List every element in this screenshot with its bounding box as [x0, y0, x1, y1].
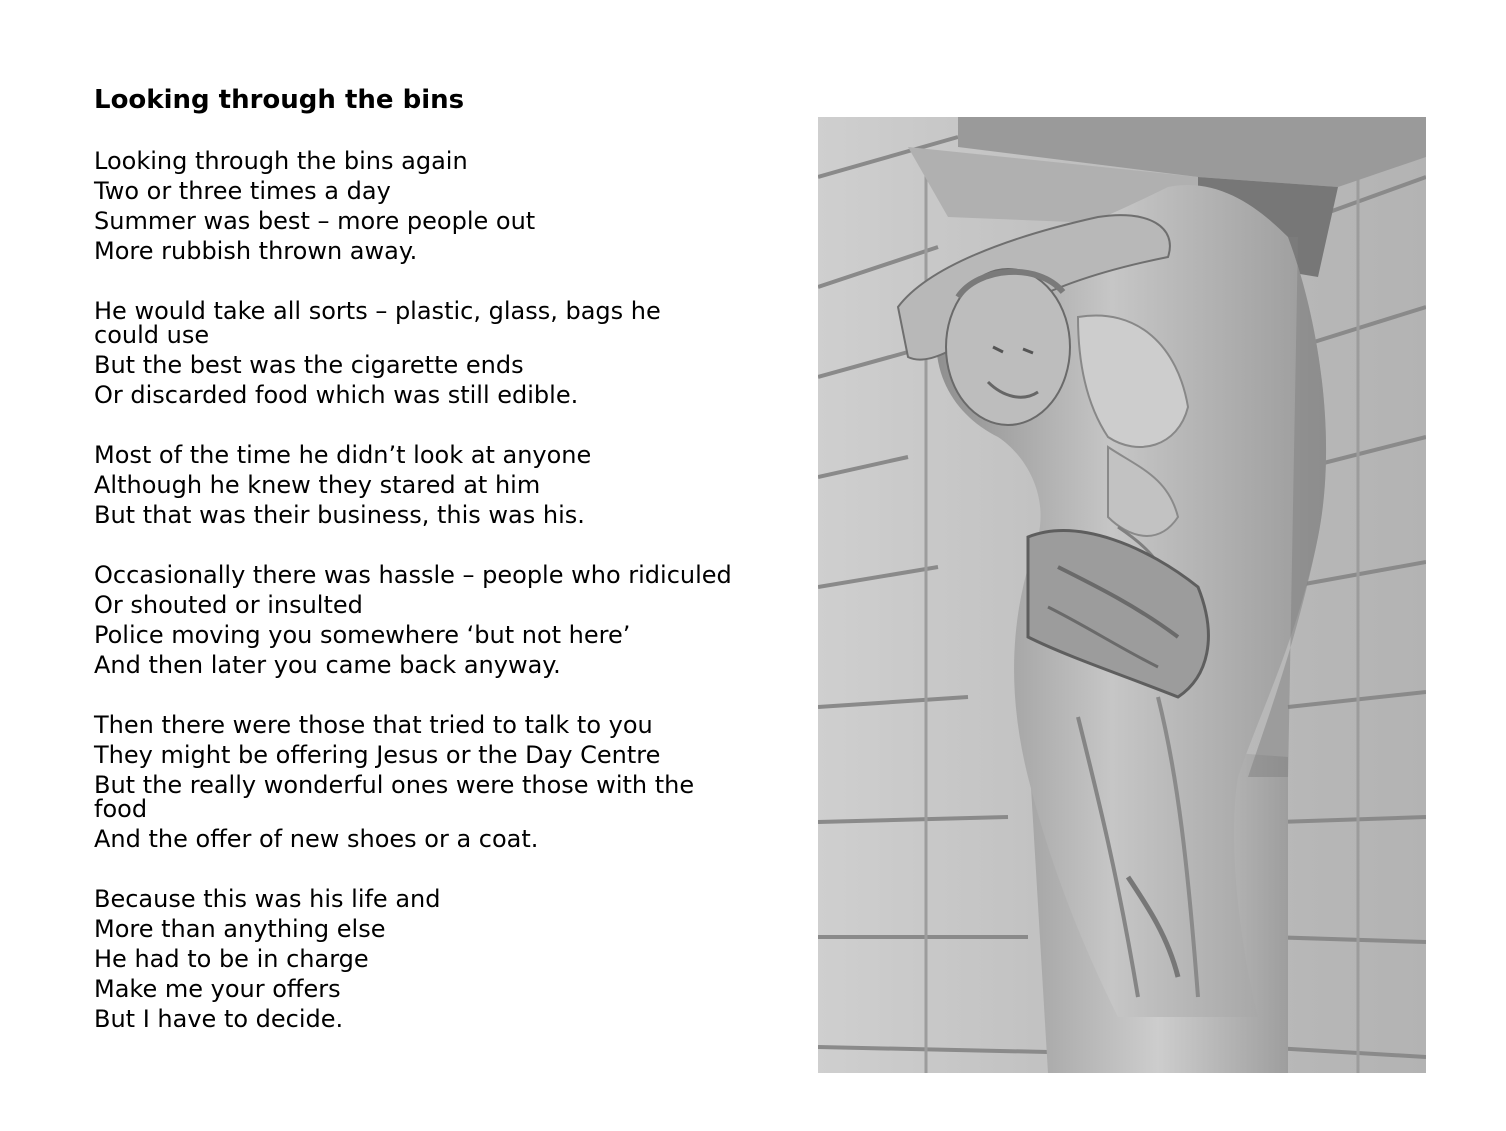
- stanza: [94, 560, 784, 680]
- poem-line: They might be offering Jesus or the Day Centre: [94, 741, 661, 769]
- poem-line: And the offer of new shoes or a coat.: [94, 825, 539, 853]
- poem-line: Although he knew they stared at him: [94, 471, 541, 499]
- poem-line: Because this was his life and: [94, 885, 441, 913]
- poem-line: More than anything else: [94, 915, 386, 943]
- stanza: [94, 710, 784, 854]
- poem-title: Looking through the bins: [94, 85, 465, 115]
- poem-line: But that was their business, this was his.: [94, 501, 585, 529]
- poem-line: Police moving you somewhere ‘but not here’: [94, 621, 631, 649]
- poem-body: [94, 146, 784, 1064]
- poem-line: But the really wonderful ones were those with the food: [94, 771, 695, 823]
- poem-line: But the best was the cigarette ends: [94, 351, 524, 379]
- poem-line: But I have to decide.: [94, 1005, 344, 1033]
- poem-line: Two or three times a day: [94, 177, 391, 205]
- stanza: [94, 146, 784, 266]
- poem-line: Summer was best – more people out: [94, 207, 536, 235]
- poem-line: And then later you came back anyway.: [94, 651, 561, 679]
- stanza: [94, 296, 784, 410]
- poem-line: Most of the time he didn’t look at anyone: [94, 441, 592, 469]
- poem-line: Looking through the bins again: [94, 147, 468, 175]
- poem-line: More rubbish thrown away.: [94, 237, 418, 265]
- stanza: [94, 440, 784, 530]
- atlas-statue-illustration: [818, 117, 1426, 1073]
- poem-line: Then there were those that tried to talk to you: [94, 711, 653, 739]
- poem-line: Or shouted or insulted: [94, 591, 363, 619]
- poem-line: Make me your offers: [94, 975, 341, 1003]
- poem-line: Or discarded food which was still edible.: [94, 381, 579, 409]
- poem-line: Occasionally there was hassle – people who ridiculed: [94, 561, 732, 589]
- poem-line: He had to be in charge: [94, 945, 369, 973]
- stanza: [94, 884, 784, 1034]
- atlas-statue-photo: [818, 117, 1426, 1073]
- poem-line: He would take all sorts – plastic, glass, bags he could use: [94, 297, 661, 349]
